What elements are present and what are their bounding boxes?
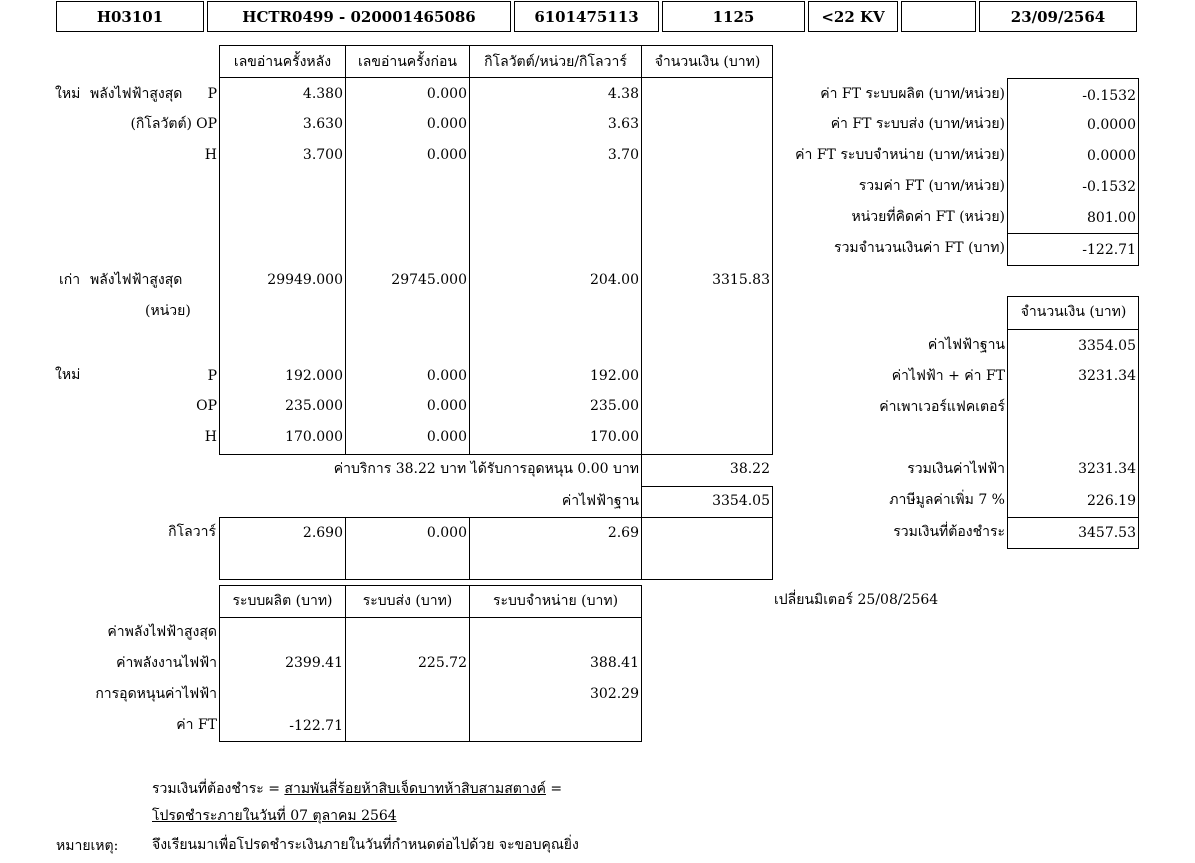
header-date: 23/09/2564: [979, 1, 1137, 32]
new-energy-units: 235.00: [590, 398, 639, 414]
summary-values-box: [1007, 296, 1139, 549]
new-energy-prev: 0.000: [426, 398, 467, 414]
new-peak-units: 3.70: [607, 147, 639, 163]
summary-total-label: รวมเงินที่ต้องชำระ: [893, 524, 1005, 540]
breakdown-row-label: ค่า FT: [176, 717, 217, 733]
breakdown-col-distribution: ระบบจำหน่าย (บาท): [492, 593, 619, 609]
ft-label: ค่า FT ระบบจำหน่าย (บาท/หน่วย): [795, 147, 1005, 163]
old-amount: 3315.83: [712, 272, 770, 288]
kvar-prev: 0.000: [426, 525, 467, 541]
summary-value: 3354.05: [1078, 338, 1136, 354]
col-amount: จำนวนเงิน (บาท): [654, 54, 761, 70]
ft-value: 0.0000: [1087, 117, 1136, 133]
new-energy-code: P: [207, 368, 217, 384]
footer-note-text: จึงเรียนมาเพื่อโปรดชำระเงินภายในวันที่กำหนดต่อไปด้วย จะขอบคุณยิ่ง: [152, 837, 579, 853]
breakdown-col-transmission: ระบบส่ง (บาท): [362, 593, 453, 609]
new-energy-units: 192.00: [590, 368, 639, 384]
summary-label: รวมเงินค่าไฟฟ้า: [907, 461, 1005, 477]
header-rate-code: 1125: [662, 1, 805, 32]
new-energy-last: 235.000: [285, 398, 343, 414]
breakdown-trans: 225.72: [418, 655, 467, 671]
header-voltage: <22 KV: [808, 1, 898, 32]
new-energy-label: ใหม่: [55, 367, 81, 383]
new-peak-last: 3.700: [302, 147, 343, 163]
service-charge-amount: 38.22: [729, 461, 770, 477]
old-units: 204.00: [590, 272, 639, 288]
kvar-label: กิโลวาร์: [168, 524, 216, 540]
new-peak-label-unit: (กิโลวัตต์): [130, 116, 192, 132]
breakdown-row-label: ค่าพลังงานไฟฟ้า: [116, 655, 217, 671]
ft-label: หน่วยที่คิดค่า FT (หน่วย): [851, 209, 1005, 225]
summary-label: ค่าไฟฟ้า + ค่า FT: [891, 368, 1005, 384]
footer-total-prefix: รวมเงินที่ต้องชำระ =: [152, 781, 280, 797]
kvar-last: 2.690: [302, 525, 343, 541]
old-label-old: เก่า: [59, 272, 81, 288]
new-peak-label-new: ใหม่: [55, 86, 81, 102]
breakdown-row-label: การอุดหนุนค่าไฟฟ้า: [95, 686, 217, 702]
base-charge-label: ค่าไฟฟ้าฐาน: [561, 493, 639, 509]
ft-value: 801.00: [1087, 210, 1136, 226]
breakdown-gen: 2399.41: [285, 655, 343, 671]
summary-value: 3231.34: [1078, 368, 1136, 384]
col-prev-reading: เลขอ่านครั้งก่อน: [358, 54, 457, 70]
ft-label: รวมค่า FT (บาท/หน่วย): [858, 178, 1005, 194]
breakdown-row-label: ค่าพลังไฟฟ้าสูงสุด: [107, 624, 217, 640]
header-contract-number: HCTR0499 - 020001465086: [207, 1, 511, 32]
ft-total-label: รวมจำนวนเงินค่า FT (บาท): [834, 240, 1005, 256]
new-peak-label-title: พลังไฟฟ้าสูงสุด: [90, 86, 183, 102]
footer-due-date: โปรดชำระภายในวันที่ 07 ตุลาคม 2564: [152, 808, 397, 824]
footer-total-line: [152, 779, 562, 799]
old-prev: 29745.000: [391, 272, 467, 288]
summary-header: จำนวนเงิน (บาท): [1020, 304, 1127, 320]
new-energy-prev: 0.000: [426, 429, 467, 445]
ft-values-box: [1007, 78, 1139, 266]
new-energy-last: 192.000: [285, 368, 343, 384]
new-peak-last: 3.630: [302, 116, 343, 132]
base-charge-amount: 3354.05: [712, 493, 770, 509]
summary-label: ค่าไฟฟ้าฐาน: [927, 337, 1005, 353]
header-branch-code: H03101: [56, 1, 204, 32]
breakdown-col-generation: ระบบผลิต (บาท): [232, 593, 333, 609]
new-peak-code: H: [204, 147, 217, 163]
col-units: กิโลวัตต์/หน่วย/กิโลวาร์: [484, 54, 627, 70]
old-label-unit: (หน่วย): [145, 303, 191, 319]
new-energy-units: 170.00: [590, 429, 639, 445]
new-energy-code: OP: [196, 398, 217, 414]
new-peak-units: 3.63: [607, 116, 639, 132]
new-peak-last: 4.380: [302, 86, 343, 102]
meter-reading-table: [219, 45, 773, 455]
new-peak-code: OP: [196, 116, 217, 132]
summary-value: 226.19: [1087, 493, 1136, 509]
new-peak-code: P: [207, 86, 217, 102]
footer-total-words: สามพันสี่ร้อยห้าสิบเจ็ดบาทห้าสิบสามสตางค์: [284, 781, 546, 797]
new-peak-prev: 0.000: [426, 147, 467, 163]
breakdown-dist: 302.29: [590, 686, 639, 702]
summary-label: ภาษีมูลค่าเพิ่ม 7 %: [889, 492, 1005, 508]
new-peak-prev: 0.000: [426, 116, 467, 132]
service-charge-text: ค่าบริการ 38.22 บาท ได้รับการอุดหนุน 0.00 บาท: [333, 461, 639, 477]
new-energy-last: 170.000: [285, 429, 343, 445]
footer-note-label: หมายเหตุ:: [56, 838, 119, 854]
summary-total-value: 3457.53: [1078, 525, 1136, 541]
ft-label: ค่า FT ระบบส่ง (บาท/หน่วย): [830, 116, 1005, 132]
meter-change-note: เปลี่ยนมิเตอร์ 25/08/2564: [774, 592, 939, 608]
kvar-units: 2.69: [607, 525, 639, 541]
breakdown-gen: -122.71: [289, 718, 343, 734]
ft-label: ค่า FT ระบบผลิต (บาท/หน่วย): [820, 86, 1005, 102]
old-label-title: พลังไฟฟ้าสูงสุด: [90, 272, 183, 288]
new-energy-prev: 0.000: [426, 368, 467, 384]
footer-total-suffix: =: [550, 781, 563, 797]
summary-value: 3231.34: [1078, 461, 1136, 477]
ft-total-value: -122.71: [1082, 242, 1136, 258]
new-energy-code: H: [204, 429, 217, 445]
ft-value: 0.0000: [1087, 148, 1136, 164]
new-peak-units: 4.38: [607, 86, 639, 102]
breakdown-dist: 388.41: [590, 655, 639, 671]
header-empty-cell: [901, 1, 976, 32]
header-account-number: 6101475113: [514, 1, 659, 32]
old-last: 29949.000: [267, 272, 343, 288]
col-last-reading: เลขอ่านครั้งหลัง: [233, 54, 332, 70]
ft-value: -0.1532: [1082, 179, 1136, 195]
new-peak-prev: 0.000: [426, 86, 467, 102]
ft-value: -0.1532: [1082, 88, 1136, 104]
summary-label: ค่าเพาเวอร์แฟคเตอร์: [879, 399, 1005, 415]
